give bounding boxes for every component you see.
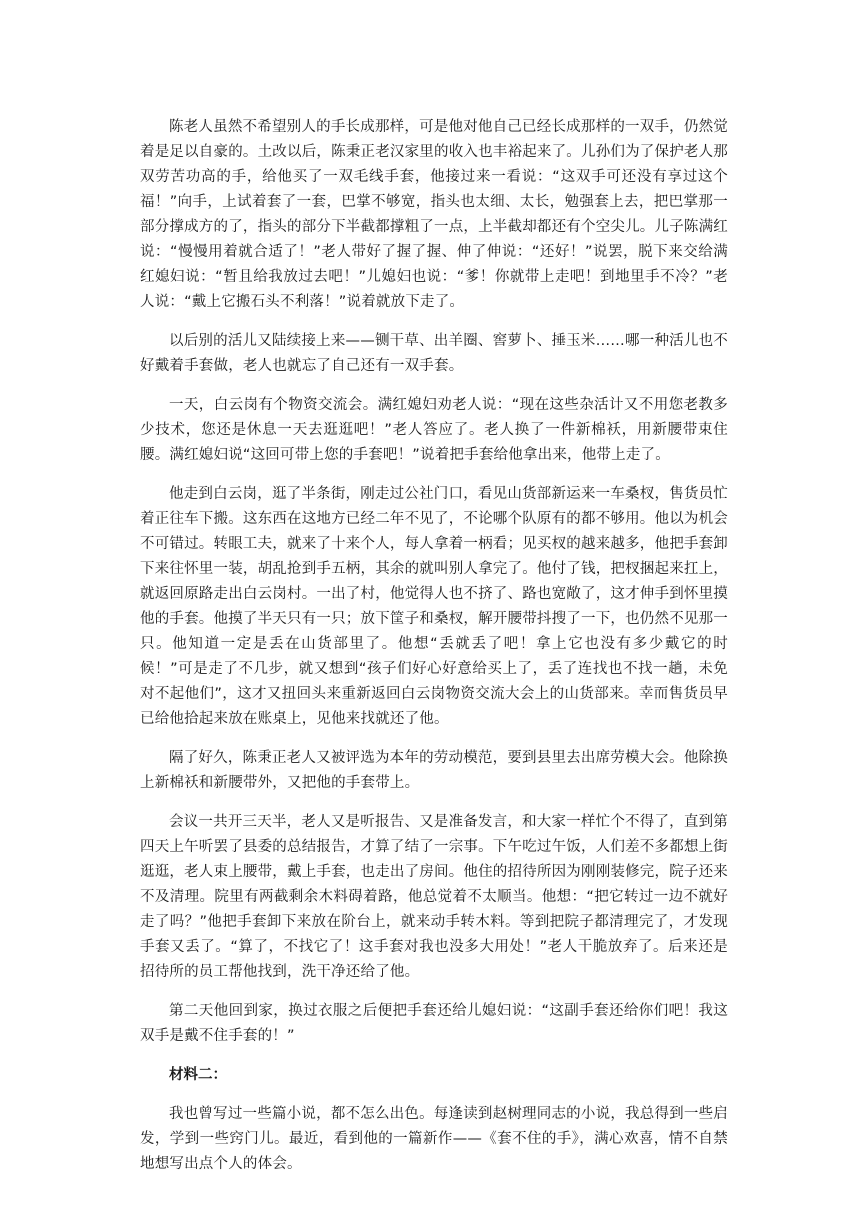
- paragraph-3: 一天，白云岗有个物资交流会。满红媳妇劝老人说：“现在这些杂活计又不用您老教多少技术，您还是休息一天去逛逛吧！”老人答应了。老人换了一件新棉袄，用新腰带束住腰。满红媳妇说“这回可带上您的手套吧！”说着把手套给他拿出来，他带上走了。: [140, 397, 728, 463]
- paragraph-5: 隔了好久，陈秉正老人又被评选为本年的劳动模范，要到县里去出席劳模大会。他除换上新棉袄和新腰带外，又把他的手套带上。: [140, 750, 728, 791]
- paragraph-2: 以后别的活儿又陆续接上来——铡干草、出羊圈、窖萝卜、捶玉米……哪一种活儿也不好戴着手套做，老人也就忘了自己还有一双手套。: [140, 333, 728, 374]
- closing-paragraph: 我也曾写过一些篇小说，都不怎么出色。每逢读到赵树理同志的小说，我总得到一些启发，学到一些窍门儿。最近，看到他的一篇新作——《套不住的手》，满心欢喜，情不自禁地想写出点个人的体会。: [140, 1106, 728, 1172]
- document-body: [140, 115, 728, 1191]
- section-heading: 材料二：: [169, 1067, 227, 1083]
- paragraph-7: 第二天他回到家，换过衣服之后便把手套还给儿媳妇说：“这副手套还给你们吧！我这双手是戴不住手套的！”: [140, 1003, 728, 1044]
- paragraph-6: 会议一共开三天半，老人又是听报告、又是准备发言，和大家一样忙个不得了，直到第四天上午听罢了县委的总结报告，才算了结了一宗事。下午吃过午饭，人们差不多都想上街逛逛，老人束上腰带，戴上手套，也走出了房间。他住的招待所因为刚刚装修完，院子还来不及清理。院里有两截剩余木料碍着路，他总觉着不太顺当。他想：“把它转过一边不就好走了吗？”他把手套卸下来放在阶台上，就来动手转木料。等到把院子都清理完了，才发现手套又丢了。“算了，不找它了！这手套对我也没多大用处！”老人干脆放弃了。后来还是招待所的员工帮他找到，洗干净还给了他。: [140, 814, 728, 980]
- paragraph-1: 陈老人虽然不希望别人的手长成那样，可是他对他自己已经长成那样的一双手，仍然觉着是足以自豪的。土改以后，陈秉正老汉家里的收入也丰裕起来了。儿孙们为了保护老人那双劳苦功高的手，给他买了一双毛线手套，他接过来一看说：“这双手可还没有享过这个福！”向手，上试着套了一套，巴掌不够宽，指头也太细、太长，勉强套上去，把巴掌那一部分撑成方的了，指头的部分下半截都撑粗了一点，上半截却都还有个空尖儿。儿子陈满红说：“慢慢用着就合适了！”老人带好了握了握、伸了伸说：“还好！”说罢，脱下来交给满红媳妇说：“暂且给我放过去吧！”儿媳妇也说：“爹！你就带上走吧！到地里手不冷？”老人说：“戴上它搬石头不利落！”说着就放下走了。: [140, 119, 728, 310]
- paragraph-4: 他走到白云岗，逛了半条街，刚走过公社门口，看见山货部新运来一车桑杈，售货员忙着正往车下搬。这东西在这地方已经二年不见了，不论哪个队原有的都不够用。他以为机会不可错过。转眼工夫，就来了十来个人，每人拿着一柄看；见买杈的越来越多，他把手套卸下来往怀里一装，胡乱抢到手五柄，其余的就叫别人拿完了。他付了钱，把杈捆起来扛上，就返回原路走出白云岗村。一出了村，他觉得人也不挤了、路也宽敞了，这才伸手到怀里摸他的手套。他摸了半天只有一只；放下筐子和桑杈，解开腰带抖搜了一下，也仍然不见那一只。他知道一定是丢在山货部里了。他想“丢就丢了吧！拿上它也没有多少戴它的时候！”可是走了不几步，就又想到“孩子们好心好意给买上了，丢了连找也不找一趟，未免对不起他们”，这才又扭回头来重新返回白云岗物资交流大会上的山货部来。幸而售货员早已给他拾起来放在账桌上，见他来找就还了他。: [140, 486, 728, 727]
